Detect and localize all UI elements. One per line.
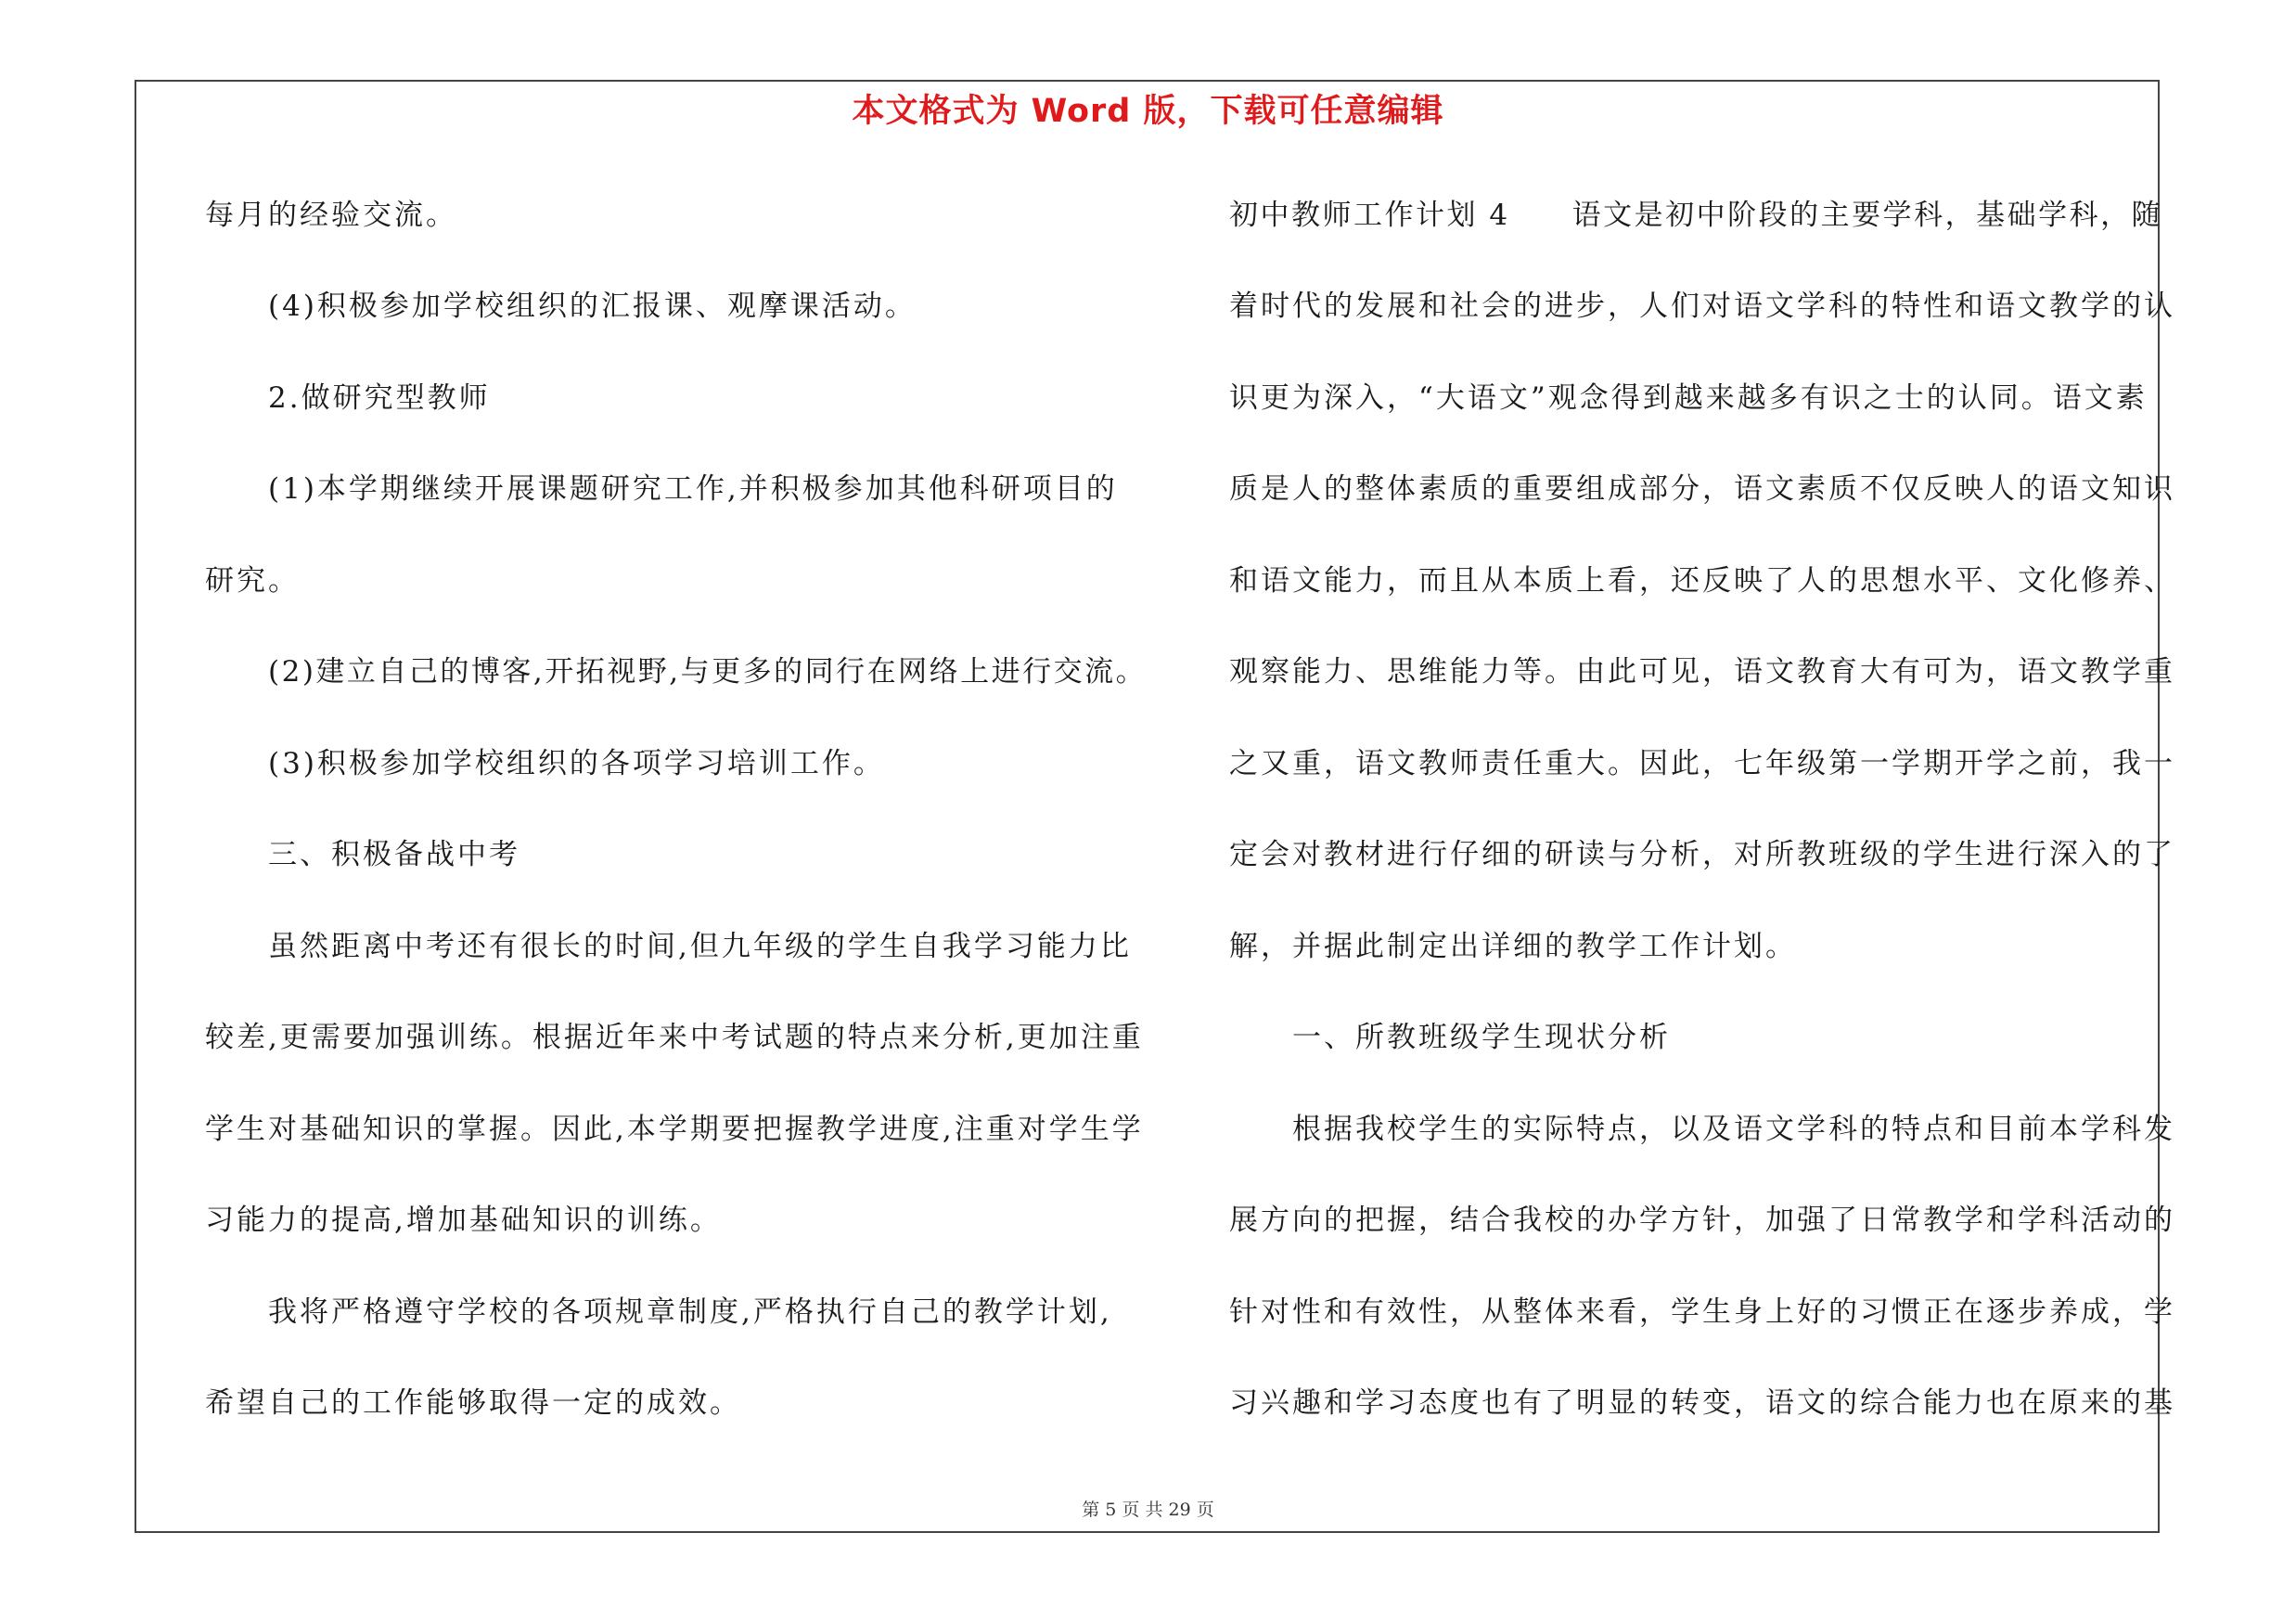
format-banner: 本文格式为 Word 版，下载可任意编辑 <box>852 93 1444 130</box>
right-line: 针对性和有效性，从整体来看，学生身上好的习惯正在逐步养成，学 <box>1229 1295 2175 1329</box>
left-line: (4)积极参加学校组织的汇报课、观摩课活动。 <box>268 290 917 323</box>
left-line: (2)建立自己的博客,开拓视野,与更多的同行在网络上进行交流。 <box>268 655 1148 689</box>
right-line: 着时代的发展和社会的进步，人们对语文学科的特性和语文教学的认 <box>1229 290 2175 323</box>
left-line: 虽然距离中考还有很长的时间,但九年级的学生自我学习能力比 <box>268 930 1132 963</box>
left-line: 三、积极备战中考 <box>268 838 520 871</box>
right-line: 一、所教班级学生现状分析 <box>1292 1021 1671 1054</box>
left-line: (3)积极参加学校组织的各项学习培训工作。 <box>268 747 885 780</box>
left-line: 我将严格遵守学校的各项规章制度,严格执行自己的教学计划, <box>268 1295 1112 1329</box>
left-line: 2.做研究型教师 <box>268 381 491 415</box>
right-line: 初中教师工作计划 4 语文是初中阶段的主要学科，基础学科，随 <box>1229 199 2163 232</box>
left-line: 希望自己的工作能够取得一定的成效。 <box>205 1386 741 1420</box>
right-line: 质是人的整体素质的重要组成部分，语文素质不仅反映人的语文知识 <box>1229 472 2175 506</box>
right-line: 习兴趣和学习态度也有了明显的转变，语文的综合能力也在原来的基 <box>1229 1386 2175 1420</box>
right-line: 之又重，语文教师责任重大。因此，七年级第一学期开学之前，我一 <box>1229 747 2175 780</box>
left-line: 研究。 <box>205 564 300 598</box>
right-line: 展方向的把握，结合我校的办学方针，加强了日常教学和学科活动的 <box>1229 1204 2175 1237</box>
page-number: 第 5 页 共 29 页 <box>1082 1500 1214 1520</box>
left-line: 较差,更需要加强训练。根据近年来中考试题的特点来分析,更加注重 <box>205 1021 1144 1054</box>
right-line: 解，并据此制定出详细的教学工作计划。 <box>1229 930 1797 963</box>
left-line: 习能力的提高,增加基础知识的训练。 <box>205 1204 722 1237</box>
left-line: (1)本学期继续开展课题研究工作,并积极参加其他科研项目的 <box>268 472 1118 506</box>
left-line: 学生对基础知识的掌握。因此,本学期要把握教学进度,注重对学生学 <box>205 1113 1144 1146</box>
right-line: 识更为深入，“大语文”观念得到越来越多有识之士的认同。语文素 <box>1229 381 2148 415</box>
right-line: 观察能力、思维能力等。由此可见，语文教育大有可为，语文教学重 <box>1229 655 2175 689</box>
left-line: 每月的经验交流。 <box>205 199 457 232</box>
right-line: 定会对教材进行仔细的研读与分析，对所教班级的学生进行深入的了 <box>1229 838 2175 871</box>
right-line: 根据我校学生的实际特点，以及语文学科的特点和目前本学科发 <box>1292 1113 2175 1146</box>
right-line: 和语文能力，而且从本质上看，还反映了人的思想水平、文化修养、 <box>1229 564 2175 598</box>
